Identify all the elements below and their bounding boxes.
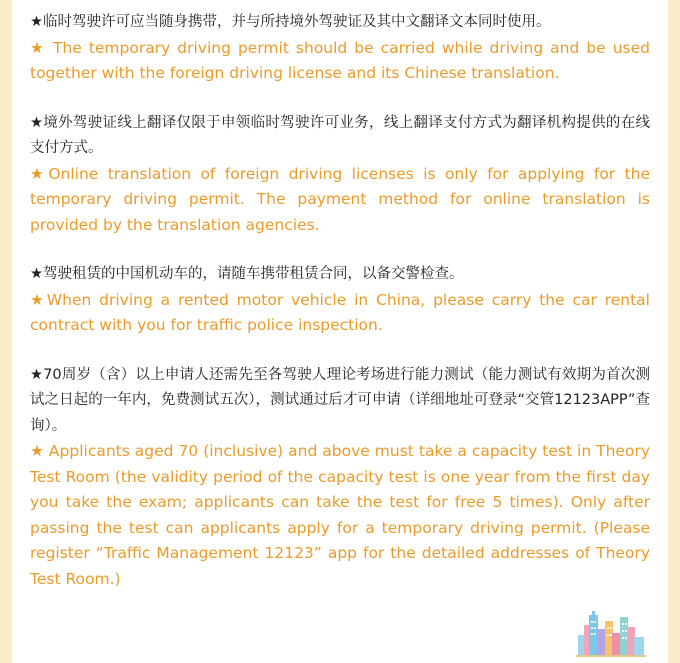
notice-item-online-translation — [30, 111, 650, 239]
notice-text-chinese: ★临时驾驶许可应当随身携带，并与所持境外驾驶证及其中文翻译文本同时使用。 — [30, 14, 551, 30]
notice-item-rental-vehicle — [30, 262, 650, 339]
notice-text-english: ★ The temporary driving permit should be carried while driving and be used together with the foreign driving license and its Chinese translation. — [30, 38, 650, 82]
notice-item-senior-applicants — [30, 363, 650, 593]
notice-content — [30, 10, 650, 616]
notice-text-chinese: ★70周岁（含）以上申请人还需先至各驾驶人理论考场进行能力测试（能力测试有效期为首次测试之日起的一年内，免费测试五次），测试通过后才可申请（详细地址可登录“交管12123APP”查询）。 — [30, 366, 650, 434]
notice-text-chinese: ★境外驾驶证线上翻译仅限于申领临时驾驶许可业务，线上翻译支付方式为翻译机构提供的在线支付方式。 — [30, 114, 650, 156]
notice-text-english: ★ Applicants aged 70 (inclusive) and above must take a capacity test in Theory Test Room (the validity period of the capacity test is one year from the first day you take the exam; applicants can take the test for free 5 times). Only after passing the test can applicants apply for a temporary driving permit. (Please register “Traffic Management 12123” app for the detailed addresses of Theory Test Room.) — [30, 442, 650, 588]
notice-text-english: ★When driving a rented motor vehicle in China, please carry the car rental contract with you for traffic police inspection. — [30, 290, 650, 334]
city-skyline-icon — [576, 607, 646, 657]
notice-item-permit-carry — [30, 10, 650, 87]
notice-text-chinese: ★驾驶租赁的中国机动车的，请随车携带租赁合同，以备交警检查。 — [30, 266, 464, 282]
notice-text-english: ★Online translation of foreign driving licenses is only for applying for the temporary driving permit. The payment method for online translation is provided by the translation agencies. — [30, 164, 650, 234]
notice-card — [12, 0, 668, 663]
